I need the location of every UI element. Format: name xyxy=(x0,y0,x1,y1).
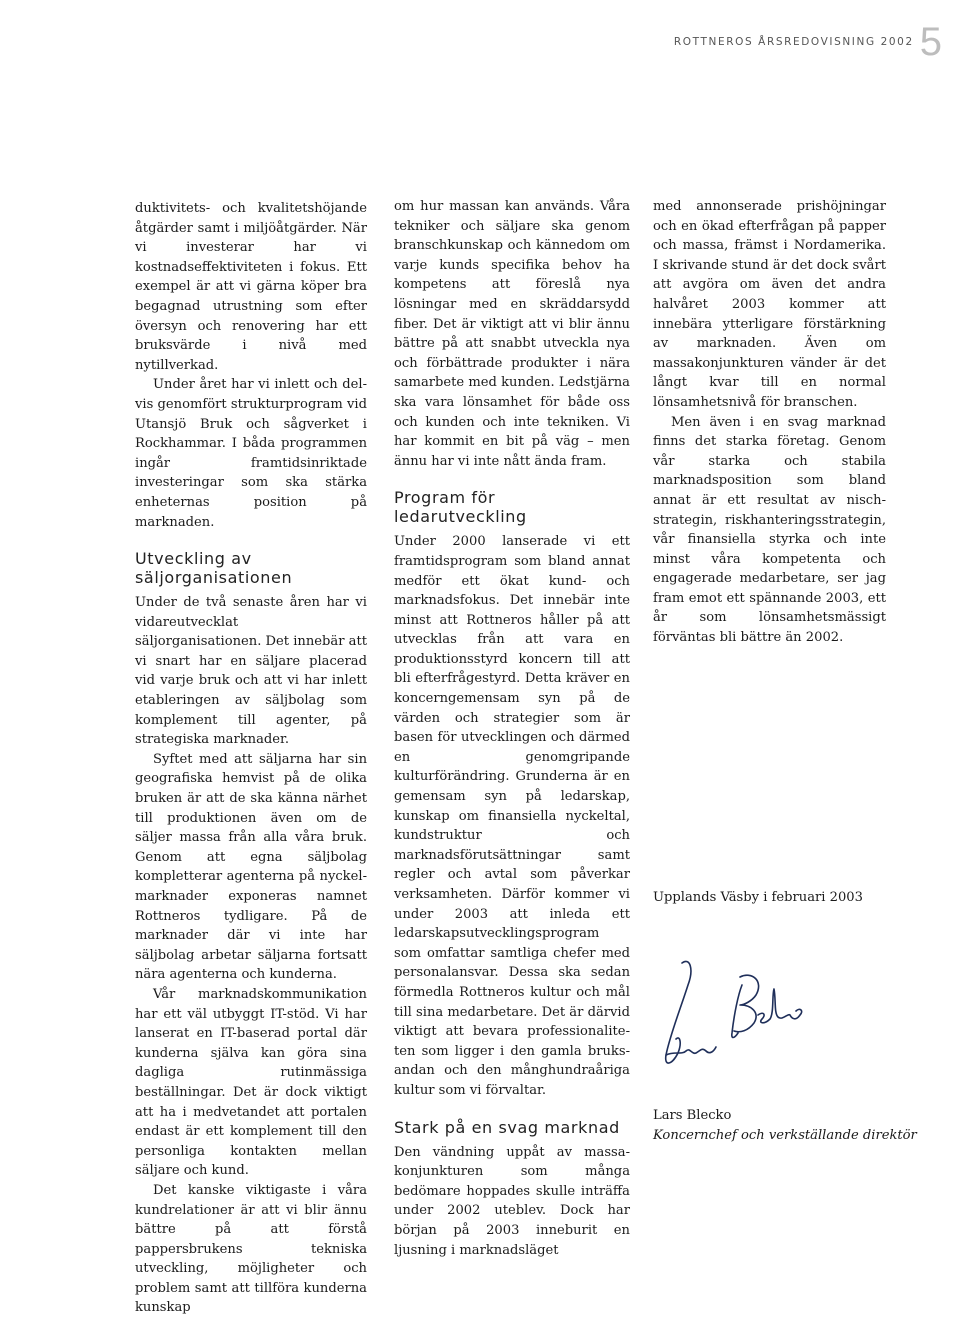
paragraph: Men även i en svag marknad finns det starka företag. Genom vår starka och stabila marknadsposition som bland annat är ett resultat av nischstrategin, riskhanteringsstrategin, vår finansiella styrka och inte minst våra kompetenta och engagerade medarbetare, ser jag fram emot ett spännande 2003, ett år som lönsamhetsmässigt förväntas bli bättre än 2002. xyxy=(653,414,886,646)
signature-image xyxy=(660,955,810,1080)
paragraph: Vår marknadskommunikation har ett väl utbyggt IT-stöd. Vi har lanserat en IT-baserad portal där kunderna själva kan göra sina dagliga rutinmässiga beställningar. Det är dock viktigt att ha i medvetandet att portalen endast är ett komplement till den personliga kontakten mellan säljare och kund. xyxy=(135,986,367,1179)
paragraph: med annonserade prishöjningar och en ökad efterfrågan på papper och massa, främst i Nordamerika. I skrivande stund är det dock svårt att avgöra om även det andra halvåret 2003 kommer att innebära ytterligare förstärkning av marknaden. Även om massakonjunkturen vänder är det långt kvar till en normal lönsamhetsnivå för branschen. xyxy=(653,199,886,410)
signer-title: Koncernchef och verkställande direktör xyxy=(653,1128,917,1143)
section-heading: Stark på en svag marknad xyxy=(394,1117,620,1137)
text-column-2 xyxy=(394,197,630,1260)
place-date: Upplands Väsby i februari 2003 xyxy=(653,890,863,905)
paragraph: Under året har vi inlett och delvis genomfört strukturprogram vid Utansjö Bruk och sågverket i Rockhammar. I båda programmen ingår framtidsinriktade investeringar som ska stärka enheternas position på marknaden. xyxy=(135,377,367,530)
page-header xyxy=(674,22,942,62)
paragraph: Den vändning uppåt av massakonjunkturen som många bedömare hoppades skulle inträffa under 2002 uteblev. Dock har början på 2003 inneburit en ljusning i marknadsläget xyxy=(394,1144,630,1258)
section-heading: Program för ledarutveckling xyxy=(394,488,527,527)
paragraph: Under de två senaste åren har vi vidareutvecklat säljorganisationen. Det innebär att vi snart har en säljare placerad vid varje bruk och att vi har inlett etableringen av säljbolag som komplement till agenter, på strategiska marknader. xyxy=(135,595,367,748)
paragraph: duktivitets- och kvalitetshöjande åtgärder samt i miljöåtgärder. När vi investerar har vi kostnadseffektiviteten i fokus. Ett exempel är att vi gärna köper bra begagnad utrustning som efter översyn och renovering har ett bruksvärde i nivå med nytillverkad. xyxy=(135,201,367,373)
report-title: ROTTNEROS ÅRSREDOVISNING 2002 xyxy=(673,36,914,48)
paragraph: om hur massan kan används. Våra tekniker och säljare ska genom branschkunskap och kännedom om varje kunds specifika behov ha kompetens att föreslå nya lösningar med en skräddarsydd fiber. Det är viktigt att vi blir ännu bättre på att snabbt utveckla nya och förbättrade produkter i nära samarbete med kunden. Ledstjärna ska vara lönsamhet för både oss och kunden och inte tekniken. Vi har kommit en bit på väg – men ännu har vi inte nått ända fram. xyxy=(394,199,630,469)
page-number: 5 xyxy=(919,20,942,64)
paragraph: Syftet med att säljarna har sin geografiska hemvist på de olika bruken är att de ska känna närhet till produktionen även om de säljer massa från alla våra bruk. Genom att egna säljbolag kompletterar agenterna på nyckelmarknader exponeras namnet Rottneros tydligare. På de marknader där vi inte har säljbolag arbetar säljarna fortsatt nära agenterna och kunderna. xyxy=(135,751,367,983)
text-column-3 xyxy=(653,197,886,648)
signer-name: Lars Blecko xyxy=(653,1108,732,1123)
paragraph: Det kanske viktigaste i våra kundrelationer är att vi blir ännu bättre på att förstå pappersbrukens tekniska utveckling, möjligheter och problem samt att tillföra kunderna kunskap xyxy=(135,1182,367,1316)
text-column-1 xyxy=(135,199,367,1318)
paragraph: Under 2000 lanserade vi ett framtidsprogram som bland annat medför ett ökat kund- och marknadsfokus. Det innebär inte minst att Rottneros håller på att utvecklas från att vara en produktionsstyrd koncern till att bli efterfrågestyrd. Detta kräver en koncerngemensam syn på de värden och strategier som är basen för utvecklingen och därmed en genomgripande kulturförändring. Grunderna är en gemensam syn på ledarskap, kunskap om finansiella nyckeltal, kundstruktur och marknadsförutsättningar samt regler och avtal som påverkar verksamheten. Därför kommer vi under 2003 att inleda ett ledarskapsutvecklingsprogram som omfattar samtliga chefer med personalansvar. Dessa ska sedan förmedla Rottneros kultur och mål till sina medarbetare. Det är därvid viktigt att bevara professionaliteten som ligger i den gamla bruksandan och den månghundraåriga kultur som vi förvaltar. xyxy=(394,534,630,1098)
section-heading: Utveckling av säljorganisationen xyxy=(135,549,293,588)
